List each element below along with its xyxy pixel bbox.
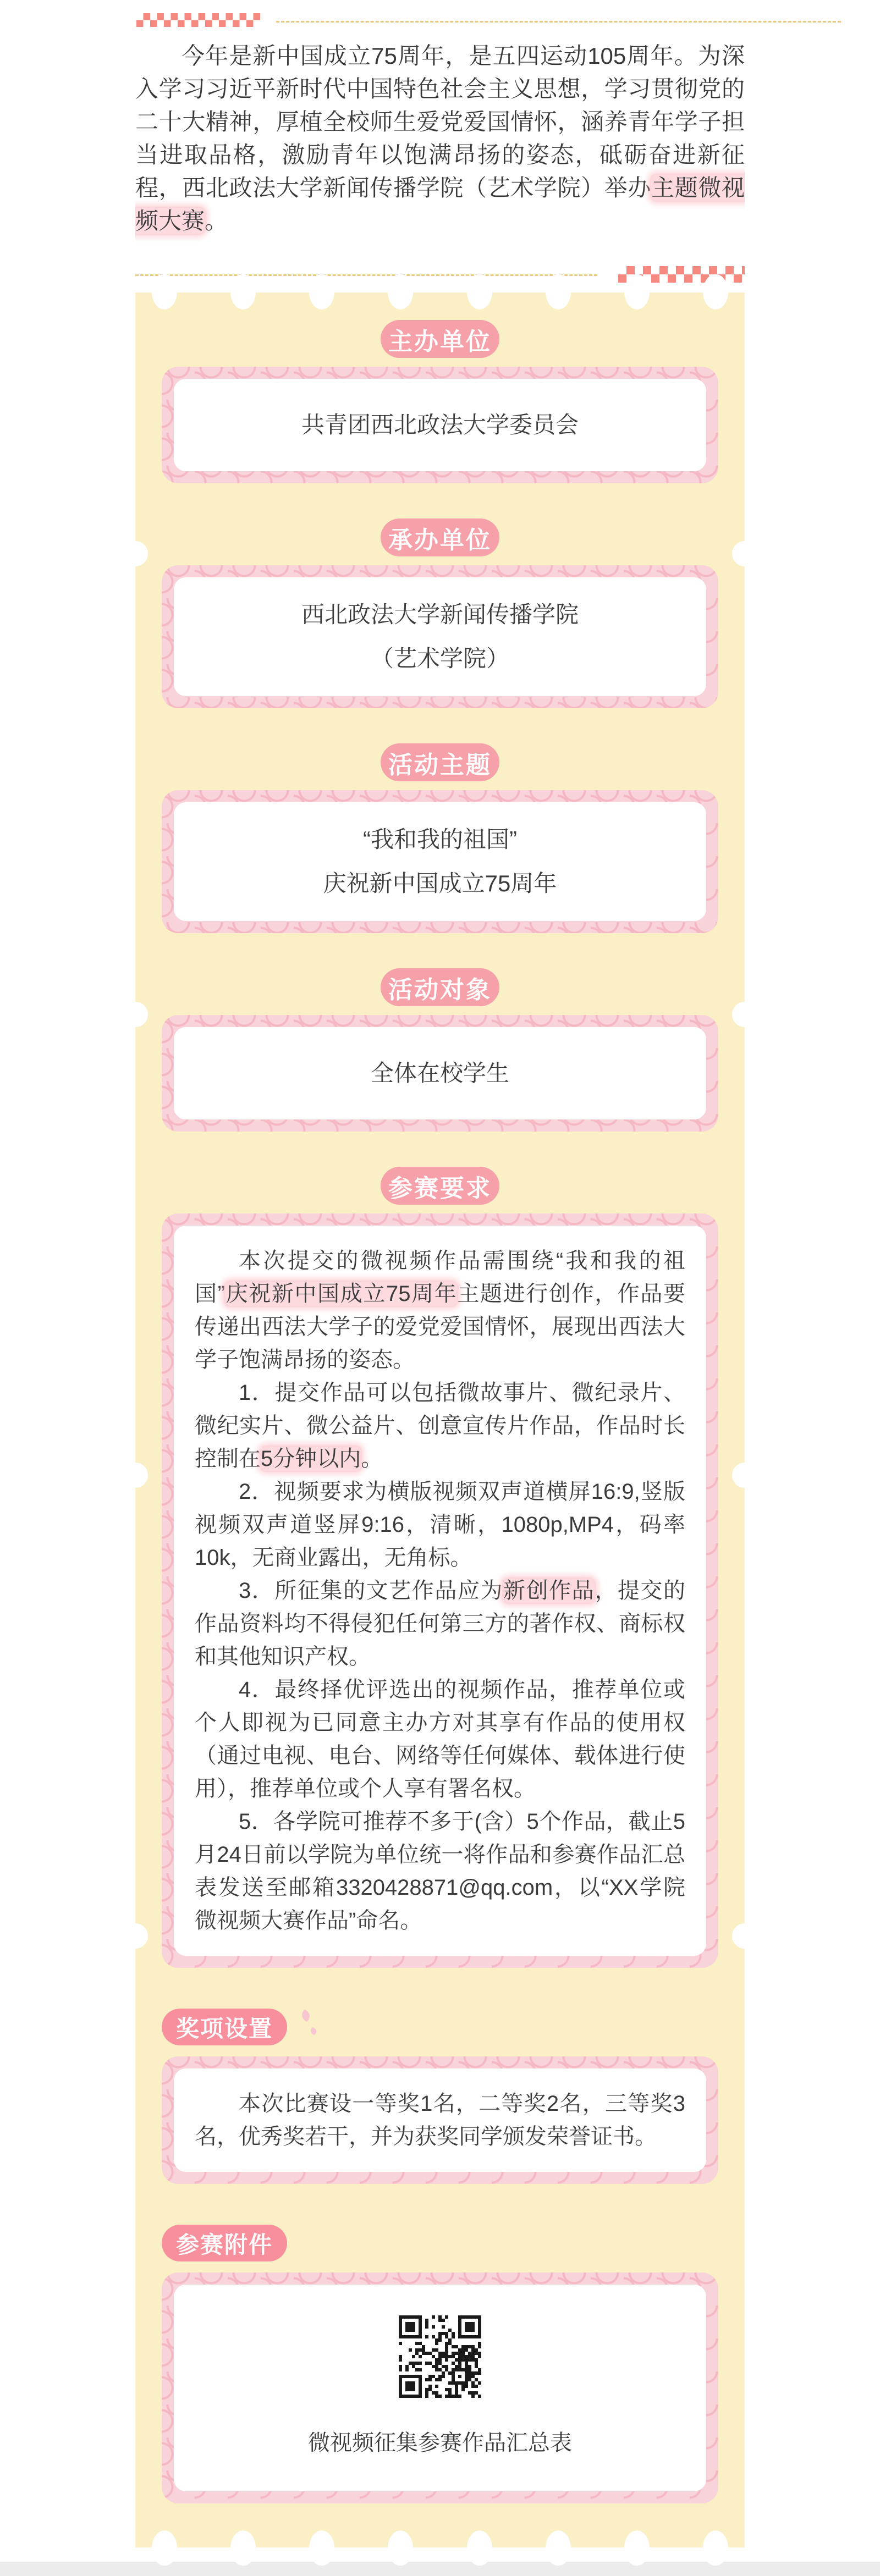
section-pill-organizer-label: 主办单位	[388, 328, 492, 355]
section-pill-theme-label: 活动主题	[388, 751, 492, 779]
intro-section	[135, 0, 745, 293]
theme-box	[162, 790, 718, 933]
qr-code	[399, 2315, 481, 2398]
card-side-notch	[732, 541, 757, 566]
section-pill-organizer	[381, 320, 499, 358]
card-bottom-notches	[152, 2512, 728, 2547]
section-pill-requirements-label: 参赛要求	[388, 1174, 492, 1202]
qr-caption: 微视频征集参赛作品汇总表	[308, 2431, 572, 2455]
card-side-notch	[732, 1463, 757, 1488]
attachment-badge-row	[162, 2225, 718, 2261]
card-side-notch	[123, 541, 148, 566]
card-side-notch	[123, 1463, 148, 1488]
attachment-box-content	[174, 2285, 706, 2491]
checker-decoration-bottom-right	[618, 266, 745, 283]
dashed-line-top	[276, 21, 841, 23]
intro-paragraph: 今年是新中国成立75周年，是五四运动105周年。为深入学习习近平新时代中国特色社会主义思想，学习贯彻党的二十大精神，厚植全校师生爱党爱国情怀，涵养青年学子担当进取品格，激励青年以饱满昂扬的姿态，砥砺奋进新征程，西北政法大学新闻传播学院（艺术学院）举办主题微视频大赛。	[135, 43, 745, 234]
requirements-box	[162, 1213, 718, 1968]
badge-attachment	[162, 2225, 287, 2261]
notice-card	[135, 293, 745, 2547]
audience-box-content: 全体在校学生	[174, 1027, 706, 1119]
bottom-gray-bar	[0, 2562, 880, 2576]
audience-box	[162, 1015, 718, 1132]
section-pill-audience-label: 活动对象	[388, 976, 492, 1003]
attachment-box	[162, 2272, 718, 2503]
card-side-notch	[732, 1923, 757, 1949]
section-pill-theme	[381, 743, 499, 781]
checker-decoration-top-left	[136, 13, 260, 27]
awards-badge-row	[162, 2009, 718, 2045]
section-pill-audience	[381, 968, 499, 1006]
card-side-notch	[123, 1923, 148, 1949]
card-side-notch	[123, 1002, 148, 1027]
section-pill-undertaker	[381, 518, 499, 556]
section-pill-requirements	[381, 1167, 499, 1205]
theme-box-content: “我和我的祖国” 庆祝新中国成立75周年	[174, 802, 706, 921]
awards-text: 本次比赛设一等奖1名，二等奖2名，三等奖3名，优秀奖若干，并为获奖同学颁发荣誉证书。	[174, 2068, 706, 2172]
dashed-line-bottom	[135, 274, 597, 276]
organizer-box-content: 共青团西北政法大学委员会	[174, 379, 706, 471]
petal-decoration-icon	[297, 2009, 321, 2038]
undertaker-box-content: 西北政法大学新闻传播学院 （艺术学院）	[174, 577, 706, 696]
badge-awards-label: 奖项设置	[176, 2015, 273, 2042]
awards-box	[162, 2056, 718, 2184]
requirements-text: 本次提交的微视频作品需围绕“我和我的祖国”庆祝新中国成立75周年主题进行创作，作品要传递出西法大学子的爱党爱国情怀，展现出西法大学子饱满昂扬的姿态。 1．提交作品可以包括微故事片、微纪录片、微纪实片、微公益片、创意宣传片作品，作品时长控制在5分钟以内。 2．视频要求为横版视频双声道横屏16:9,竖版视频双声道竖屏9:16，清晰，1080p,MP4，码率10k，无商业露出，无角标。 3．所征集的文艺作品应为新创作品，提交的作品资料均不得侵犯任何第三方的著作权、商标权和其他知识产权。 4．最终择优评选出的视频作品，推荐单位或个人即视为已同意主办方对其享有作品的使用权（通过电视、电台、网络等任何媒体、载体进行使用），推荐单位或个人享有署名权。 5．各学院可推荐不多于(含）5个作品，截止5月24日前以学院为单位统一将作品和参赛作品汇总表发送至邮箱3320428871@qq.com，以“XX学院微视频大赛作品”命名。	[174, 1226, 706, 1956]
badge-attachment-label: 参赛附件	[176, 2231, 273, 2258]
organizer-box	[162, 367, 718, 483]
bottom-white-gap	[0, 2547, 880, 2562]
badge-awards	[162, 2009, 287, 2045]
undertaker-box	[162, 565, 718, 708]
card-side-notch	[732, 1002, 757, 1027]
section-pill-undertaker-label: 承办单位	[388, 526, 492, 554]
